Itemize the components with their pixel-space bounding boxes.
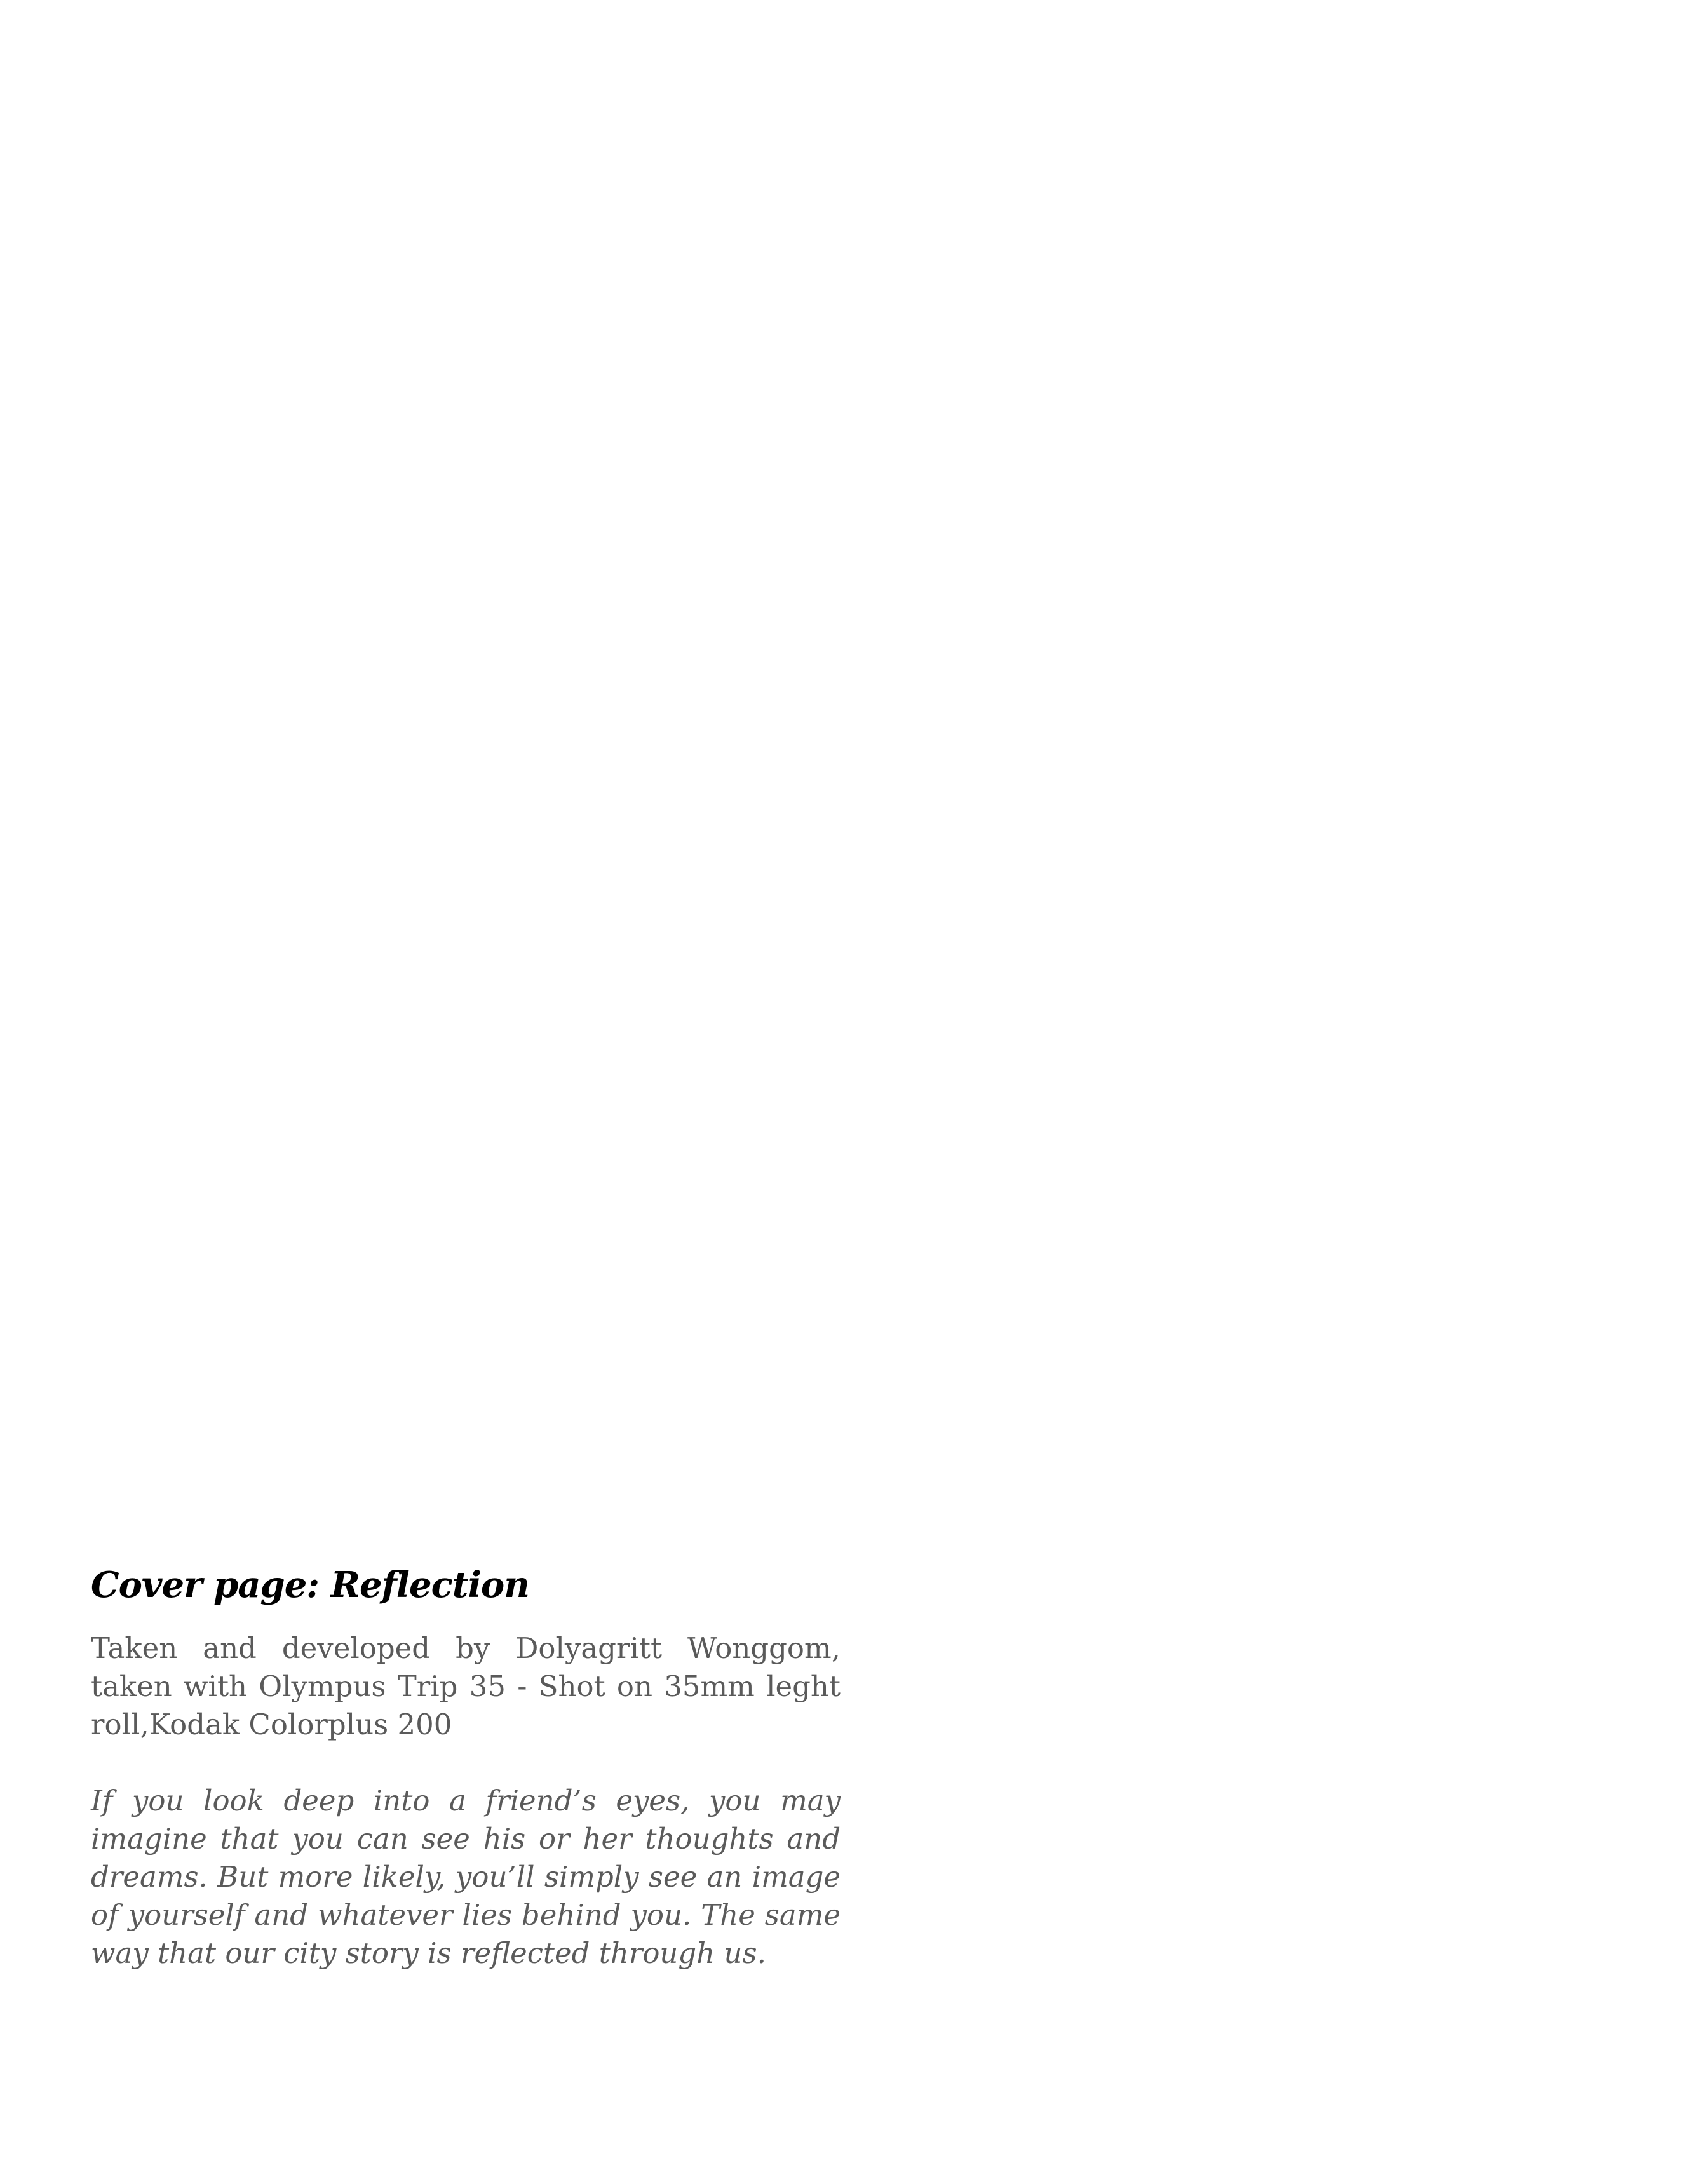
cover-caption xyxy=(91,1564,841,1972)
caption-heading: Cover page: Reflection xyxy=(91,1564,529,1606)
caption-quote: If you look deep into a friend’s eyes, you may imagine that you can see his or her thoughts and dreams. But more likely, you’ll simply see an image of yourself and whatever lies behind you. The same way that our city story is reflected through us. xyxy=(91,1784,841,1971)
photo-credit: Taken and developed by Dolyagritt Wonggom, taken with Olympus Trip 35 - Shot on 35mm leght roll,Kodak Colorplus 200 xyxy=(91,1631,841,1742)
